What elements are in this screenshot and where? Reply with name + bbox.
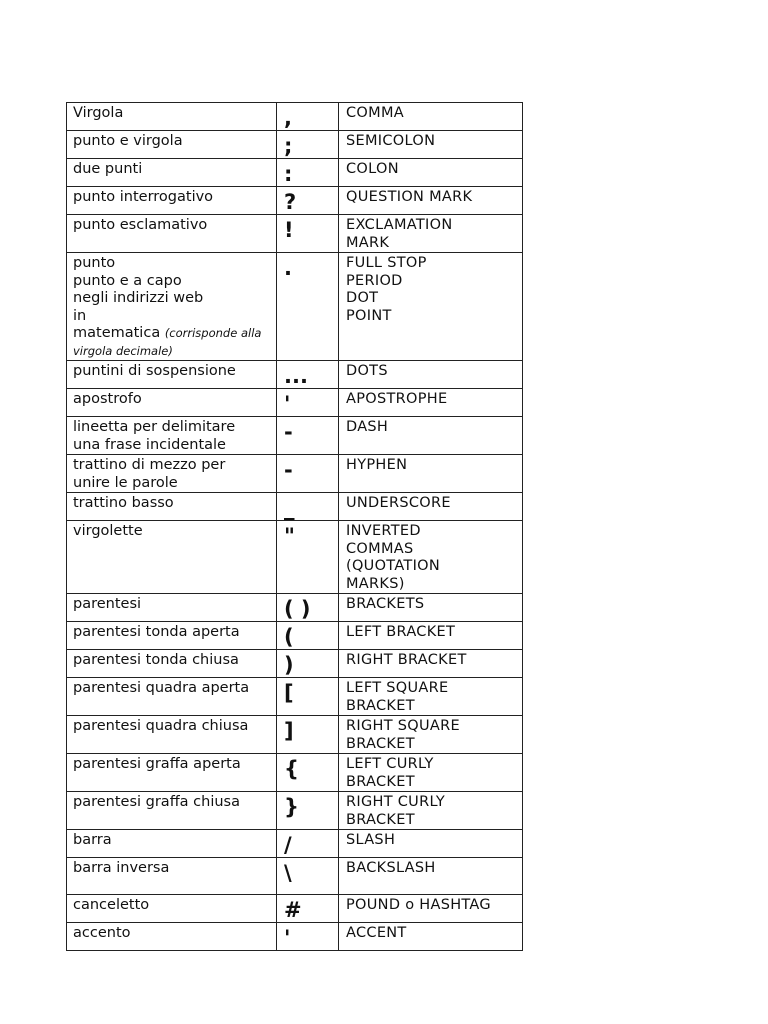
symbol-cell: # <box>277 895 339 923</box>
symbol-cell: . <box>277 253 339 361</box>
english-term-line: LEFT CURLY <box>346 756 434 772</box>
english-term-line: BRACKET <box>346 811 415 828</box>
english-term-line: LEFT BRACKET <box>346 624 456 640</box>
italian-term-cell <box>67 650 277 678</box>
symbol-cell: " <box>277 521 339 594</box>
english-term-cell <box>339 858 523 895</box>
english-term-line: QUESTION MARK <box>346 189 473 205</box>
english-term-line: DOTS <box>346 363 388 379</box>
english-term-cell <box>339 830 523 858</box>
italian-term-cell <box>67 455 277 493</box>
english-term-cell <box>339 159 523 187</box>
italian-term-line: canceletto <box>73 897 150 913</box>
english-term-line: LEFT SQUARE <box>346 680 449 696</box>
italian-term-cell <box>67 792 277 830</box>
italian-term-line: apostrofo <box>73 391 142 407</box>
symbol-cell: : <box>277 159 339 187</box>
table-row <box>67 131 523 159</box>
italian-term-line: una frase incidentale <box>73 436 226 453</box>
english-term-line: RIGHT CURLY <box>346 794 446 810</box>
english-term-line: COMMAS <box>346 540 414 557</box>
italian-term-cell <box>67 754 277 792</box>
italian-term-line: virgolette <box>73 523 143 539</box>
symbol-cell: ' <box>277 923 339 951</box>
english-term-cell <box>339 215 523 253</box>
italian-term-line: matematica <box>73 325 161 341</box>
english-term-cell <box>339 187 523 215</box>
symbol-cell: [ <box>277 678 339 716</box>
english-term-line: BRACKET <box>346 697 415 714</box>
italian-term-line: parentesi tonda chiusa <box>73 652 239 668</box>
italian-term-line: puntini di sospensione <box>73 363 236 379</box>
italian-term-cell <box>67 521 277 594</box>
english-term-line: INVERTED <box>346 523 421 539</box>
english-term-cell <box>339 792 523 830</box>
table-row <box>67 622 523 650</box>
table-row <box>67 858 523 895</box>
table-row <box>67 754 523 792</box>
symbol-cell: \ <box>277 858 339 895</box>
english-term-cell <box>339 417 523 455</box>
italian-term-line: barra inversa <box>73 860 170 876</box>
italian-term-line: negli indirizzi web <box>73 290 204 306</box>
italian-term-line: trattino basso <box>73 495 174 511</box>
english-term-cell <box>339 493 523 521</box>
english-term-line: COMMA <box>346 105 404 121</box>
english-term-line: BRACKET <box>346 773 415 790</box>
italian-term-line: Virgola <box>73 105 124 121</box>
symbol-cell: / <box>277 830 339 858</box>
english-term-cell <box>339 361 523 389</box>
english-term-line: COLON <box>346 161 399 177</box>
english-term-cell <box>339 131 523 159</box>
english-term-line: SLASH <box>346 832 396 848</box>
italian-term-cell <box>67 716 277 754</box>
italian-term-line: punto interrogativo <box>73 189 214 205</box>
english-term-line: PERIOD <box>346 272 403 289</box>
symbol-cell: { <box>277 754 339 792</box>
table-row <box>67 792 523 830</box>
italian-term-line: parentesi graffa chiusa <box>73 794 240 810</box>
table-row <box>67 594 523 622</box>
english-term-cell <box>339 650 523 678</box>
italian-term-line: in <box>73 307 87 324</box>
table-row <box>67 716 523 754</box>
english-term-cell <box>339 716 523 754</box>
english-term-line: MARKS) <box>346 575 405 592</box>
italian-term-cell <box>67 594 277 622</box>
italian-term-cell <box>67 493 277 521</box>
english-term-cell <box>339 253 523 361</box>
english-term-cell <box>339 622 523 650</box>
english-term-line: RIGHT SQUARE <box>346 718 460 734</box>
symbol-cell: _ <box>277 493 339 521</box>
table-row <box>67 678 523 716</box>
symbol-cell: } <box>277 792 339 830</box>
symbol-cell: ) <box>277 650 339 678</box>
italian-term-cell <box>67 103 277 131</box>
italian-term-cell <box>67 895 277 923</box>
italian-term-line: barra <box>73 832 112 848</box>
english-term-line: POUND o HASHTAG <box>346 897 491 913</box>
symbol-cell: ( <box>277 622 339 650</box>
english-term-cell <box>339 103 523 131</box>
table-row <box>67 253 523 361</box>
italian-term-cell <box>67 159 277 187</box>
english-term-line: POINT <box>346 307 392 324</box>
table-row <box>67 493 523 521</box>
english-term-line: DOT <box>346 290 379 306</box>
punctuation-table <box>66 102 523 951</box>
italian-term-line: parentesi tonda aperta <box>73 624 240 640</box>
english-term-line: BRACKET <box>346 735 415 752</box>
italian-term-note: (corrisponde alla virgola decimale) <box>73 326 262 358</box>
english-term-cell <box>339 754 523 792</box>
english-term-line: RIGHT BRACKET <box>346 652 467 668</box>
italian-term-cell <box>67 858 277 895</box>
symbol-cell: ] <box>277 716 339 754</box>
italian-term-line: punto esclamativo <box>73 217 208 233</box>
table-row <box>67 389 523 417</box>
english-term-line: UNDERSCORE <box>346 495 451 511</box>
table-row <box>67 455 523 493</box>
english-term-cell <box>339 389 523 417</box>
english-term-cell <box>339 455 523 493</box>
table-row <box>67 417 523 455</box>
english-term-cell <box>339 923 523 951</box>
italian-term-line: trattino di mezzo per <box>73 457 226 473</box>
english-term-cell <box>339 895 523 923</box>
symbol-cell: ; <box>277 131 339 159</box>
italian-term-line: punto e a capo <box>73 272 182 289</box>
italian-term-cell <box>67 131 277 159</box>
table-row <box>67 650 523 678</box>
italian-term-cell <box>67 923 277 951</box>
italian-term-cell <box>67 417 277 455</box>
symbol-cell: , <box>277 103 339 131</box>
english-term-line: HYPHEN <box>346 457 408 473</box>
italian-term-cell <box>67 187 277 215</box>
symbol-cell: ( ) <box>277 594 339 622</box>
symbol-cell: - <box>277 417 339 455</box>
symbol-cell: ' <box>277 389 339 417</box>
table-row <box>67 923 523 951</box>
table-row <box>67 830 523 858</box>
italian-term-line: due punti <box>73 161 143 177</box>
table-row <box>67 215 523 253</box>
table-row <box>67 159 523 187</box>
italian-term-line: unire le parole <box>73 474 178 491</box>
italian-term-cell <box>67 253 277 361</box>
italian-term-cell <box>67 678 277 716</box>
italian-term-cell <box>67 622 277 650</box>
english-term-cell <box>339 678 523 716</box>
english-term-line: EXCLAMATION <box>346 217 453 233</box>
symbol-cell: - <box>277 455 339 493</box>
italian-term-line: punto e virgola <box>73 133 183 149</box>
english-term-line: BACKSLASH <box>346 860 436 876</box>
italian-term-cell <box>67 215 277 253</box>
english-term-line: FULL STOP <box>346 255 427 271</box>
english-term-cell <box>339 594 523 622</box>
italian-term-line: parentesi quadra chiusa <box>73 718 249 734</box>
italian-term-line: punto <box>73 255 116 271</box>
italian-term-line: lineetta per delimitare <box>73 419 236 435</box>
english-term-line: BRACKETS <box>346 596 425 612</box>
symbol-cell: ! <box>277 215 339 253</box>
english-term-line: ACCENT <box>346 925 407 941</box>
table-row <box>67 187 523 215</box>
english-term-line: APOSTROPHE <box>346 391 448 407</box>
english-term-line: (QUOTATION <box>346 558 441 574</box>
english-term-cell <box>339 521 523 594</box>
english-term-line: DASH <box>346 419 389 435</box>
english-term-line: SEMICOLON <box>346 133 436 149</box>
punctuation-table-body <box>67 103 523 951</box>
italian-term-cell <box>67 361 277 389</box>
italian-term-line: parentesi <box>73 596 142 612</box>
symbol-cell: ? <box>277 187 339 215</box>
italian-term-cell <box>67 389 277 417</box>
italian-term-line: parentesi graffa aperta <box>73 756 241 772</box>
table-row <box>67 521 523 594</box>
english-term-line: MARK <box>346 234 390 251</box>
symbol-cell: ... <box>277 361 339 389</box>
table-row <box>67 361 523 389</box>
italian-term-cell <box>67 830 277 858</box>
table-row <box>67 895 523 923</box>
italian-term-line: accento <box>73 925 131 941</box>
italian-term-line: parentesi quadra aperta <box>73 680 250 696</box>
table-row <box>67 103 523 131</box>
